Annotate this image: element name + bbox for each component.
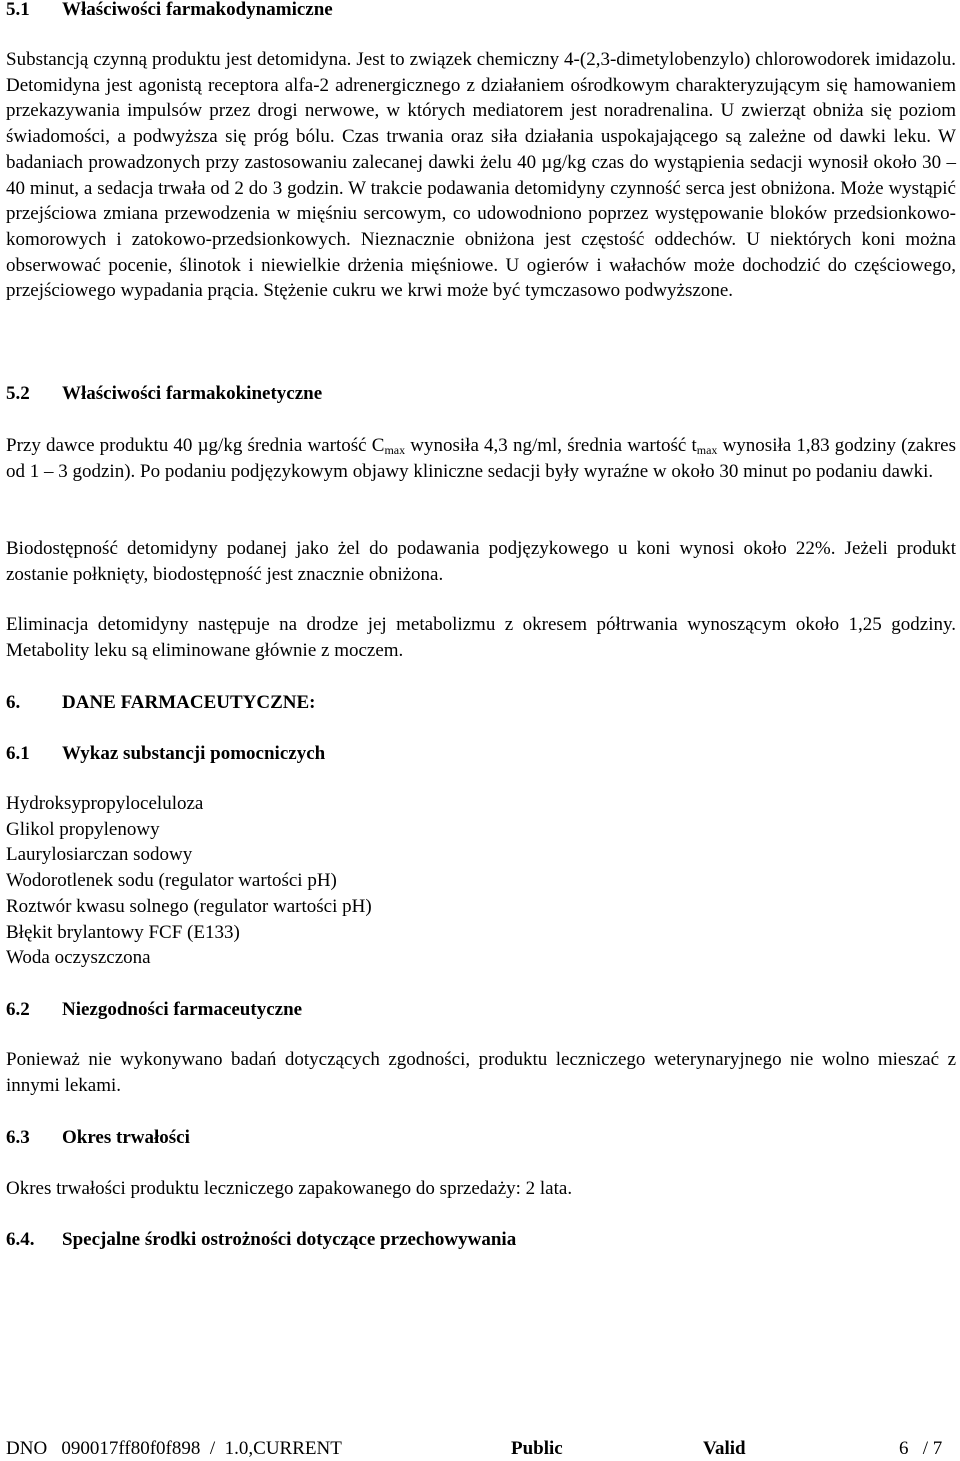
list-item: Hydroksypropyloceluloza — [6, 793, 204, 814]
section-6-2-body: Ponieważ nie wykonywano badań dotyczących zgodności, produktu leczniczego weterynaryjnego nie wolno mieszać z innymi lekami. — [6, 1049, 956, 1096]
list-item: Glikol propylenowy — [6, 818, 160, 840]
section-5-2-paragraph-2: Biodostępność detomidyny podanej jako żel do podawania podjęzykowego u koni wynosi około 22%. Jeżeli produkt zostanie połknięty, biodostępność jest znacznie obniżona. — [6, 538, 956, 585]
section-title: Okres trwałości — [62, 1127, 190, 1148]
section-6-heading — [6, 690, 316, 716]
section-title: Wykaz substancji pomocniczych — [62, 743, 326, 764]
section-number: 6.1 — [6, 743, 30, 764]
footer-page-number: 6 / 7 — [899, 1438, 943, 1459]
list-item: Roztwór kwasu solnego (regulator wartości pH) — [6, 895, 372, 917]
section-number: 6.4. — [6, 1229, 35, 1250]
section-title: Właściwości farmakodynamiczne — [62, 0, 333, 20]
text-fragment: wynosiła 1,83 godziny (zakres od 1 – 3 godzin). Po podaniu podjęzykowym objawy kliniczne sedacji były wyraźne w około 30 minut po podaniu dawki. — [6, 435, 956, 482]
list-item: Błękit brylantowy FCF (E133) — [6, 921, 240, 943]
page-footer — [6, 1437, 956, 1461]
section-number: 5.2 — [6, 383, 30, 404]
footer-document-id: DNO 090017ff80f0f898 / 1.0,CURRENT — [6, 1438, 342, 1459]
list-item: Wodorotlenek sodu (regulator wartości pH) — [6, 870, 337, 892]
section-6-3-heading — [6, 1125, 190, 1151]
excipients-list — [6, 791, 372, 971]
list-item: Laurylosiarczan sodowy — [6, 844, 193, 866]
section-6-2-heading — [6, 997, 302, 1023]
text-fragment: wynosiła 4,3 ng/ml, średnia wartość t — [405, 435, 697, 456]
subscript: max — [384, 443, 406, 457]
section-5-2-heading — [6, 381, 322, 407]
section-title: Właściwości farmakokinetyczne — [62, 383, 323, 404]
footer-classification: Public — [511, 1438, 563, 1459]
section-number: 6.2 — [6, 999, 30, 1020]
list-item: Woda oczyszczona — [6, 947, 151, 969]
section-title: Specjalne środki ostrożności dotyczące przechowywania — [62, 1229, 517, 1250]
section-title: Niezgodności farmaceutyczne — [62, 999, 303, 1020]
section-number: 5.1 — [6, 0, 30, 20]
section-5-1-body: Substancją czynną produktu jest detomidyna. Jest to związek chemiczny 4-(2,3-dimetylobenzylo) chlorowodorek imidazolu. Detomidyna jest agonistą receptora alfa-2 adrenergicznego z działaniem ośrodkowym charakteryzującym się hamowaniem przekazywania impulsów przez drogi nerwowe, w których mediatorem jest noradrenalina. U zwierząt obniża się poziom świadomości, a podwyższa się próg bólu. Czas trwania oraz siła działania uspokajającego są zależne od dawki leku. W badaniach prowadzonych przy zastosowaniu zalecanej dawki żelu 40 µg/kg czas do wystąpienia sedacji wynosił około 30 – 40 minut, a sedacja trwała od 2 do 3 godzin. W trakcie podawania detomidyny czynność serca jest obniżona. Może wystąpić przejściowa zmiana przewodzenia w mięśniu sercowym, co udowodniono poprzez występowanie bloków przedsionkowo-komorowych i zatokowo-przedsionkowych. Nieznacznie obniżona jest częstość oddechów. U niektórych koni można obserwować pocenie, ślinotok i niewielkie drżenia mięśniowe. U ogierów i wałachów może dochodzić do częściowego, przejściowego wypadania prącia. Stężenie cukru we krwi może być tymczasowo podwyższone. — [6, 49, 956, 302]
text-fragment: Przy dawce produktu 40 µg/kg średnia wartość C — [6, 435, 385, 456]
section-6-4-heading — [6, 1227, 516, 1253]
section-6-3-body: Okres trwałości produktu leczniczego zapakowanego do sprzedaży: 2 lata. — [6, 1178, 573, 1199]
section-title: DANE FARMACEUTYCZNE: — [62, 692, 316, 713]
section-5-2-paragraph-3: Eliminacja detomidyny następuje na drodze jej metabolizmu z okresem półtrwania wynoszącym około 1,25 godziny. Metabolity leku są eliminowane głównie z moczem. — [6, 614, 956, 661]
section-number: 6.3 — [6, 1127, 30, 1148]
footer-status: Valid — [703, 1438, 746, 1459]
section-number: 6. — [6, 692, 21, 713]
subscript: max — [696, 443, 718, 457]
section-5-1-heading — [6, 0, 333, 23]
section-5-2-paragraph-1 — [6, 433, 956, 484]
section-6-1-heading — [6, 741, 325, 767]
